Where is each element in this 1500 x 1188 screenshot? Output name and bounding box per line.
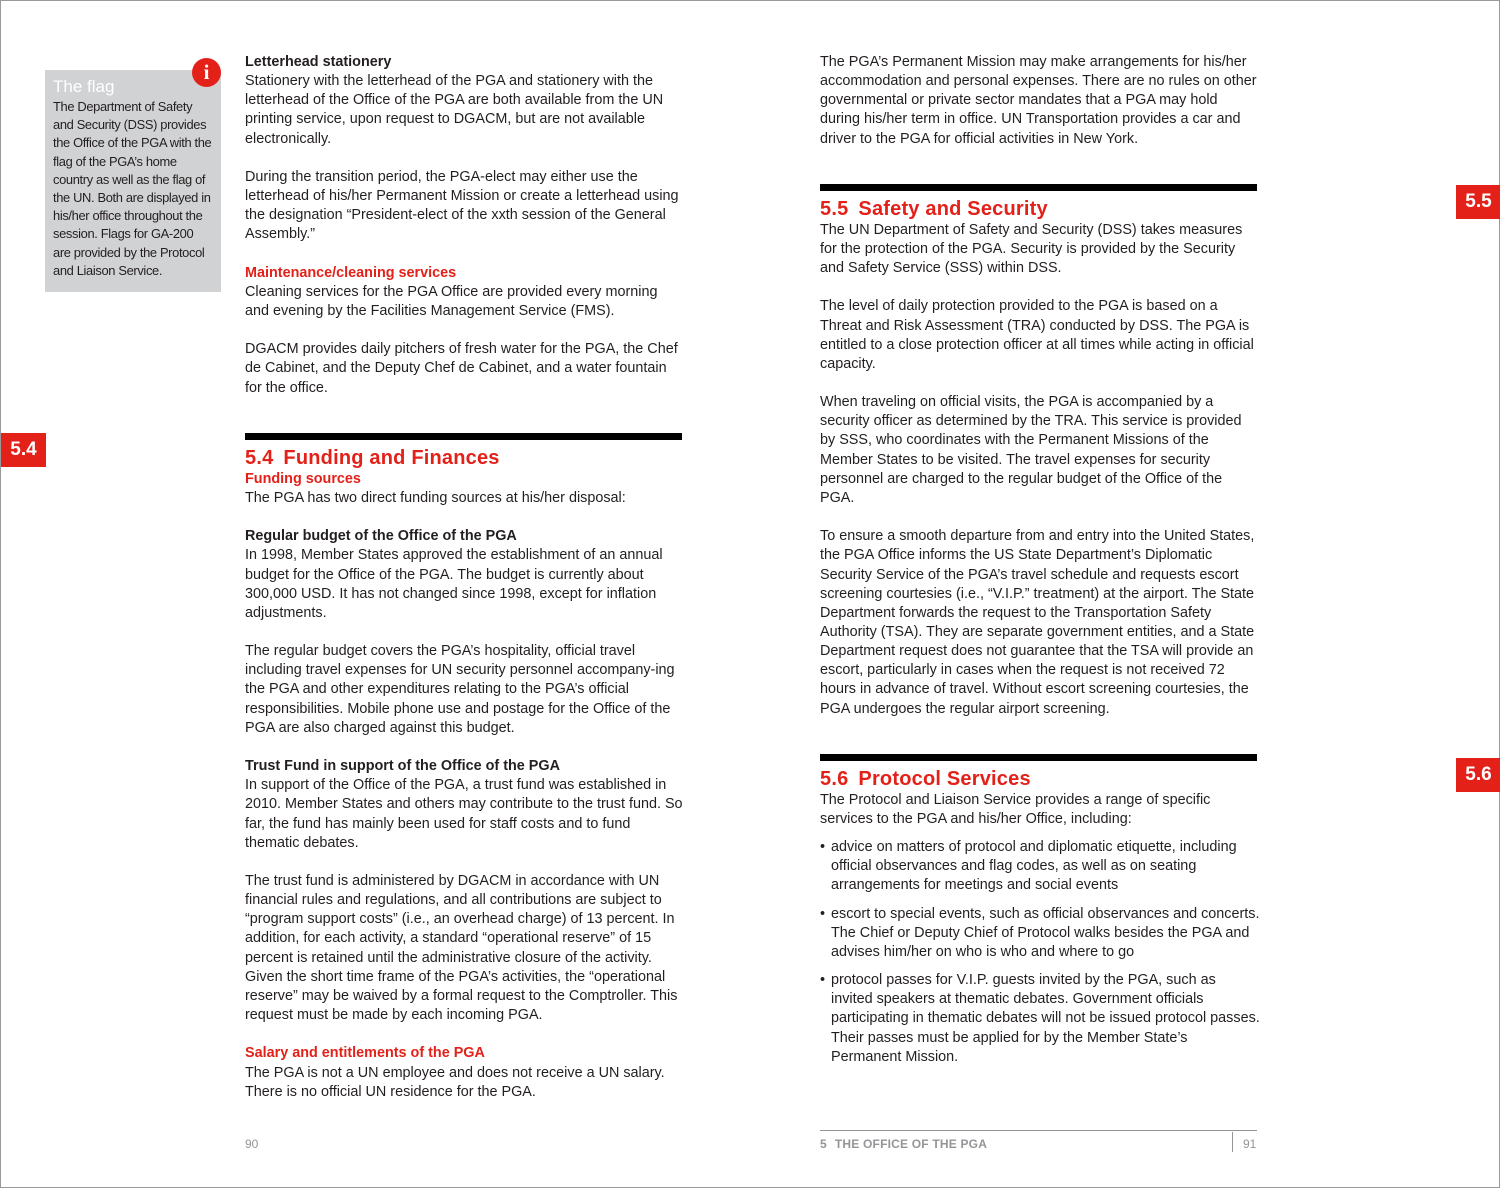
section-title-text: Funding and Finances xyxy=(283,446,500,469)
section-number: 5.4 xyxy=(245,446,274,469)
section-number: 5.5 xyxy=(820,197,849,220)
list-item: • protocol passes for V.I.P. guests invited by the PGA, such as invited speakers at thematic debates. Government officials participating in thematic debates will not be issued protocol passes. Their passes must be applied for by the Member State’s Permanent Mission. xyxy=(820,971,1260,1067)
section-heading-5-5 xyxy=(820,197,1260,221)
regular-budget-paragraph-1: In 1998, Member States approved the establishment of an annual budget for the Office of the PGA. The budget is currently about 300,000 USD. It has not changed since 1998, except for inflation adjustments. xyxy=(245,547,663,621)
trust-fund-paragraph-1: In support of the Office of the PGA, a trust fund was established in 2010. Member States and others may contribute to the trust fund. So far, the fund has mainly been used for staff costs and to fund thematic debates. xyxy=(245,777,683,851)
left-page-column xyxy=(245,53,685,1102)
funding-sources-heading: Funding sources xyxy=(245,470,361,487)
list-item: • advice on matters of protocol and diplomatic etiquette, including official observances and flag codes, as well as on seating arrangements for meetings and social events xyxy=(820,838,1260,895)
letterhead-paragraph-1: Stationery with the letterhead of the PGA and stationery with the letterhead of the Office of the PGA are both available from the UN printing service, upon request to DGACM, but are not available electronically. xyxy=(245,73,664,147)
right-page-column xyxy=(820,53,1260,1076)
list-item: • escort to special events, such as official observances and concerts. The Chief or Deputy Chief of Protocol walks besides the PGA and advises him/her on who is who and where to go xyxy=(820,905,1260,962)
salary-paragraph: The PGA is not a UN employee and does not receive a UN salary. There is no official UN residence for the PGA. xyxy=(245,1064,665,1100)
section-heading-5-4 xyxy=(245,446,685,470)
footer-divider xyxy=(1232,1132,1233,1152)
section-rule xyxy=(820,184,1257,191)
section-rule xyxy=(820,754,1257,761)
page-number-right: 91 xyxy=(1243,1137,1257,1151)
section-heading-5-6 xyxy=(820,767,1260,791)
safety-paragraph-2: The level of daily protection provided to the PGA is based on a Threat and Risk Assessment (TRA) conducted by DSS. The PGA is entitled to a close protection officer at all times while acting in official capacity. xyxy=(820,298,1254,372)
protocol-paragraph: The Protocol and Liaison Service provides a range of specific services to the PGA and his/her Office, including: xyxy=(820,791,1211,827)
section-tab-5-5: 5.5 xyxy=(1456,185,1500,219)
letterhead-paragraph-2: During the transition period, the PGA-elect may either use the letterhead of his/her Permanent Mission or create a letterhead using the designation “President-elect of the xxth session of the General Assembly.” xyxy=(245,168,679,243)
chapter-number: 5 xyxy=(820,1137,827,1151)
page-number-left: 90 xyxy=(245,1137,259,1151)
trust-fund-paragraph-2: The trust fund is administered by DGACM in accordance with UN financial rules and regulations, and all contributions are subject to “program support costs” (i.e., an overhead charge) of 13 percent. In addition, for each activity, a standard “operational reserve” of 15 percent is retained until the administrative closure of the activity. Given the short time frame of the PGA’s activities, the “operational reserve” may be waived by a formal request to the Comptroller. This request must be made by each incoming PGA. xyxy=(245,872,678,1024)
safety-paragraph-4: To ensure a smooth departure from and entry into the United States, the PGA Office informs the US State Department’s Diplomatic Security Service of the PGA’s travel schedule and requests escort screening courtesies (i.e., “V.I.P.” treatment) at the airport. The State Department forwards the request to the Transportation Safety Authority (TSA). They are separate government entities, and a State Department request does not guarantee that the TSA will provide an escort, particularly in cases when the request is not received 72 hours in advance of travel. Without escort screening courtesies, the PGA undergoes the regular airport screening. xyxy=(820,528,1255,717)
sidebar-info-box xyxy=(45,70,221,292)
safety-paragraph-1: The UN Department of Safety and Security (DSS) takes measures for the protection of the PGA. Security is provided by the Security and Safety Service (SSS) within DSS. xyxy=(820,221,1243,277)
section-title-text: Safety and Security xyxy=(858,197,1048,220)
mission-paragraph: The PGA’s Permanent Mission may make arrangements for his/her accommodation and personal expenses. There are no rules on other governmental or private sector mandates that a PGA may hold during his/her term in office. UN Transportation provides a car and driver to the PGA for official activities in New York. xyxy=(820,54,1257,147)
chapter-title: THE OFFICE OF THE PGA xyxy=(834,1137,988,1151)
footer-rule xyxy=(820,1130,1257,1131)
section-tab-5-6: 5.6 xyxy=(1456,758,1500,792)
maintenance-paragraph-2: DGACM provides daily pitchers of fresh water for the PGA, the Chef de Cabinet, and the Deputy Chef de Cabinet, and a water fountain for the office. xyxy=(245,341,678,396)
section-tab-5-4: 5.4 xyxy=(1,433,46,467)
sidebar-text: The Department of Safety and Security (DSS) provides the Office of the PGA with the flag of the PGA’s home country as well as the flag of the UN. Both are displayed in his/her office throughout the session. Flags for GA-200 are provided by the Protocol and Liaison Service. xyxy=(53,99,212,278)
regular-budget-heading: Regular budget of the Office of the PGA xyxy=(245,528,517,545)
regular-budget-paragraph-2: The regular budget covers the PGA’s hospitality, official travel including travel expenses for UN security personnel accompany-ing the PGA and other expenditures relating to the PGA’s official responsibilities. Mobile phone use and postage for the Office of the PGA are also charged against this budget. xyxy=(245,643,675,736)
info-icon: i xyxy=(192,58,221,87)
protocol-services-list xyxy=(820,838,1260,1067)
salary-heading: Salary and entitlements of the PGA xyxy=(245,1045,485,1062)
letterhead-heading: Letterhead stationery xyxy=(245,54,392,70)
section-title-text: Protocol Services xyxy=(858,767,1031,790)
section-number: 5.6 xyxy=(820,767,849,790)
running-footer xyxy=(820,1137,987,1151)
trust-fund-heading: Trust Fund in support of the Office of the PGA xyxy=(245,758,560,775)
funding-sources-paragraph: The PGA has two direct funding sources at his/her disposal: xyxy=(245,489,626,506)
maintenance-paragraph-1: Cleaning services for the PGA Office are provided every morning and evening by the Facilities Management Service (FMS). xyxy=(245,283,658,319)
section-rule xyxy=(245,433,682,440)
sidebar-title: The flag xyxy=(53,77,115,96)
safety-paragraph-3: When traveling on official visits, the PGA is accompanied by a security officer as determined by the TRA. This service is provided by SSS, who coordinates with the Permanent Missions of the Member States to be visited. The travel expenses for security personnel are charged to the regular budget of the Office of the PGA. xyxy=(820,394,1242,506)
maintenance-heading: Maintenance/cleaning services xyxy=(245,264,457,281)
